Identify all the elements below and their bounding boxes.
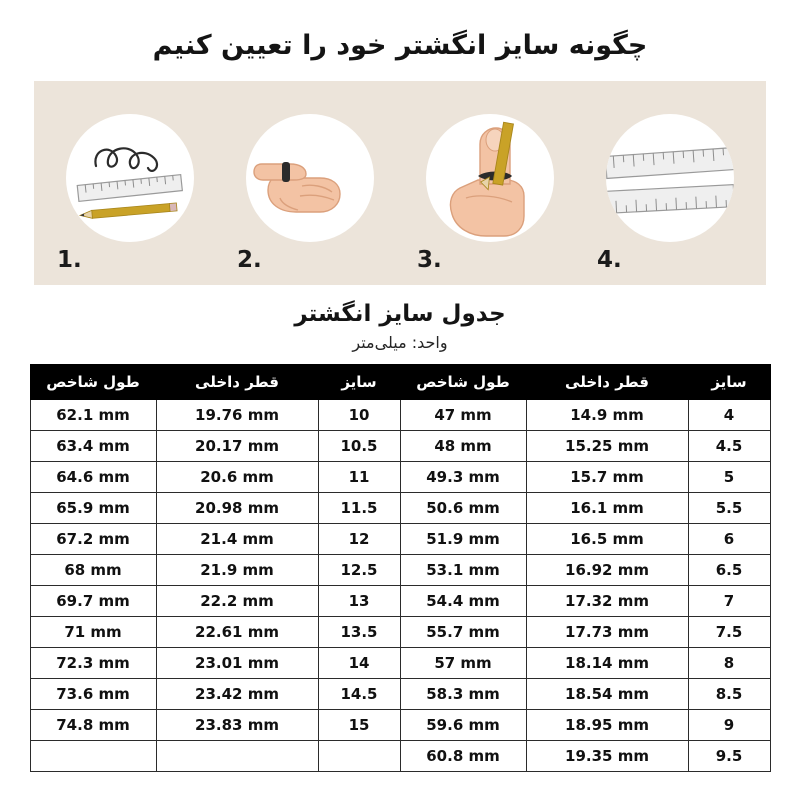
cell-size: 5 [688, 461, 770, 492]
page-title: چگونه سایز انگشتر خود را تعیین کنیم [152, 30, 648, 61]
cell-length: 51.9 mm [400, 523, 526, 554]
cell-length: 60.8 mm [400, 740, 526, 771]
cell-size: 10.5 [318, 430, 400, 461]
step-number: 3. [417, 246, 442, 273]
ring-size-table [30, 364, 771, 772]
cell-size: 15 [318, 709, 400, 740]
cell-length: 53.1 mm [400, 554, 526, 585]
table-body [30, 399, 770, 771]
cell-size: 7 [688, 585, 770, 616]
cell-diameter: 23.83 mm [156, 709, 318, 740]
cell-length: 50.6 mm [400, 492, 526, 523]
header-diameter-left: قطر داخلی [526, 364, 688, 399]
table-row [30, 585, 770, 616]
step-number: 1. [57, 246, 82, 273]
table-row [30, 709, 770, 740]
step-3 [411, 91, 569, 275]
cell-length: 62.1 mm [30, 399, 156, 430]
cell-size: 6 [688, 523, 770, 554]
cell-diameter: 17.32 mm [526, 585, 688, 616]
table-row [30, 647, 770, 678]
table-header [30, 364, 770, 399]
cell-diameter: 20.6 mm [156, 461, 318, 492]
cell-length: 63.4 mm [30, 430, 156, 461]
cell-diameter: 20.17 mm [156, 430, 318, 461]
cell-size: 12 [318, 523, 400, 554]
cell-diameter: 19.76 mm [156, 399, 318, 430]
cell-diameter: 18.54 mm [526, 678, 688, 709]
cell-length: 72.3 mm [30, 647, 156, 678]
cell-size: 4.5 [688, 430, 770, 461]
cell-diameter: 23.42 mm [156, 678, 318, 709]
cell-length: 59.6 mm [400, 709, 526, 740]
steps-band [34, 81, 766, 285]
cell-size: 14.5 [318, 678, 400, 709]
cell-length-empty [30, 740, 156, 771]
cell-diameter: 18.95 mm [526, 709, 688, 740]
cell-diameter: 23.01 mm [156, 647, 318, 678]
table-row [30, 399, 770, 430]
cell-diameter: 22.2 mm [156, 585, 318, 616]
step-4 [591, 91, 749, 275]
cell-diameter: 14.9 mm [526, 399, 688, 430]
cell-diameter: 22.61 mm [156, 616, 318, 647]
cell-diameter: 15.25 mm [526, 430, 688, 461]
cell-size: 11 [318, 461, 400, 492]
cell-length: 55.7 mm [400, 616, 526, 647]
header-size-right: سایز [318, 364, 400, 399]
cell-size: 11.5 [318, 492, 400, 523]
cell-length: 65.9 mm [30, 492, 156, 523]
step-number: 4. [597, 246, 622, 273]
cell-size: 8 [688, 647, 770, 678]
table-row [30, 461, 770, 492]
header-length-left: طول شاخص [400, 364, 526, 399]
cell-size: 4 [688, 399, 770, 430]
cell-length: 48 mm [400, 430, 526, 461]
table-row [30, 740, 770, 771]
cell-diameter-empty [156, 740, 318, 771]
cell-length: 47 mm [400, 399, 526, 430]
cell-diameter: 16.92 mm [526, 554, 688, 585]
cell-size: 13 [318, 585, 400, 616]
cell-length: 73.6 mm [30, 678, 156, 709]
cell-size: 14 [318, 647, 400, 678]
cell-size: 13.5 [318, 616, 400, 647]
cell-length: 54.4 mm [400, 585, 526, 616]
table-header-row [30, 364, 770, 399]
table-row [30, 678, 770, 709]
table-row [30, 523, 770, 554]
table-row [30, 492, 770, 523]
cell-length: 58.3 mm [400, 678, 526, 709]
cell-diameter: 16.1 mm [526, 492, 688, 523]
step-number: 2. [237, 246, 262, 273]
header-length-right: طول شاخص [30, 364, 156, 399]
table-title: جدول سایز انگشتر [294, 300, 506, 327]
cell-diameter: 21.4 mm [156, 523, 318, 554]
cell-diameter: 18.14 mm [526, 647, 688, 678]
cell-size: 12.5 [318, 554, 400, 585]
cell-diameter: 20.98 mm [156, 492, 318, 523]
step-2 [231, 91, 389, 275]
cell-size: 7.5 [688, 616, 770, 647]
cell-length: 67.2 mm [30, 523, 156, 554]
cell-length: 69.7 mm [30, 585, 156, 616]
cell-size: 8.5 [688, 678, 770, 709]
header-diameter-right: قطر داخلی [156, 364, 318, 399]
table-row [30, 616, 770, 647]
header-size-left: سایز [688, 364, 770, 399]
table-row [30, 430, 770, 461]
step-1 [51, 91, 209, 275]
ruler-measure-icon [606, 114, 734, 242]
cell-size: 10 [318, 399, 400, 430]
cell-diameter: 17.73 mm [526, 616, 688, 647]
string-ruler-pencil-icon [66, 114, 194, 242]
cell-size: 9 [688, 709, 770, 740]
hand-pointing-ring-icon [246, 114, 374, 242]
cell-size-empty [318, 740, 400, 771]
cell-diameter: 21.9 mm [156, 554, 318, 585]
table-row [30, 554, 770, 585]
cell-length: 57 mm [400, 647, 526, 678]
finger-string-marking-icon [426, 114, 554, 242]
cell-size: 9.5 [688, 740, 770, 771]
cell-size: 6.5 [688, 554, 770, 585]
cell-diameter: 15.7 mm [526, 461, 688, 492]
cell-length: 64.6 mm [30, 461, 156, 492]
table-unit: واحد: میلی‌متر [352, 332, 448, 352]
cell-length: 49.3 mm [400, 461, 526, 492]
cell-size: 5.5 [688, 492, 770, 523]
cell-length: 74.8 mm [30, 709, 156, 740]
cell-length: 68 mm [30, 554, 156, 585]
cell-diameter: 16.5 mm [526, 523, 688, 554]
cell-diameter: 19.35 mm [526, 740, 688, 771]
cell-length: 71 mm [30, 616, 156, 647]
